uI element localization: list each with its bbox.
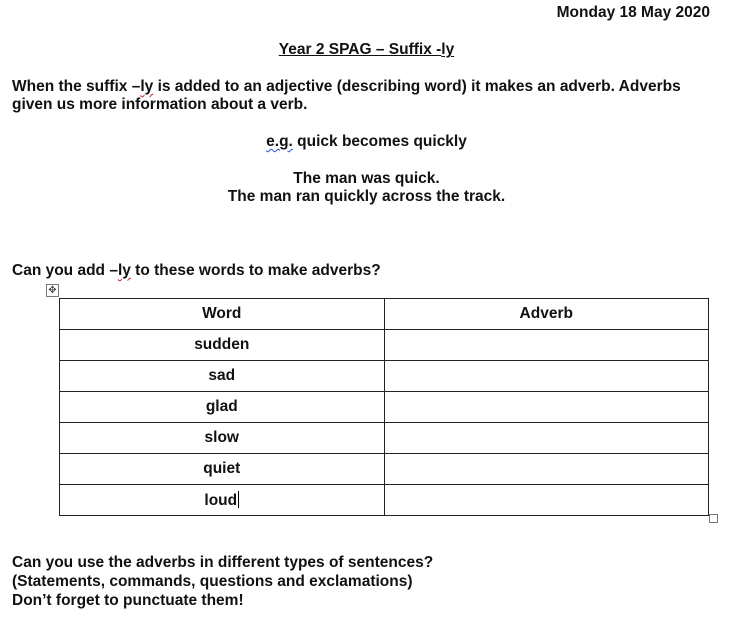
adverb-cell[interactable] <box>384 361 709 392</box>
intro-text-1: When the suffix – <box>12 78 141 95</box>
word-cell[interactable]: sudden <box>60 330 385 361</box>
adverb-cell[interactable] <box>384 423 709 454</box>
word-cell[interactable]: glad <box>60 392 385 423</box>
footer-line-1: Can you use the adverbs in different types of sentences? <box>12 554 434 571</box>
adverb-cell[interactable] <box>384 392 709 423</box>
table-row <box>60 454 709 485</box>
title-suffix: ly <box>441 41 455 58</box>
footer-line-3: Don’t forget to punctuate them! <box>12 592 244 609</box>
table-row <box>60 485 709 516</box>
table-row <box>60 330 709 361</box>
example-line <box>0 133 733 151</box>
example-sentence-2: The man ran quickly across the track. <box>227 188 506 205</box>
example-sentence-1: The man was quick. <box>293 170 440 187</box>
table-header-row <box>60 299 709 330</box>
word-cell-active[interactable] <box>60 485 385 516</box>
question-text-1: Can you add – <box>12 262 118 279</box>
example-text: quick becomes quickly <box>292 133 467 150</box>
adverb-cell[interactable] <box>384 485 709 516</box>
word-table <box>59 298 709 516</box>
question-suffix: ly <box>117 262 131 279</box>
word-cell[interactable]: slow <box>60 423 385 454</box>
text-cursor <box>238 491 239 508</box>
move-icon[interactable]: ✥ <box>46 284 59 297</box>
document-date: Monday 18 May 2020 <box>556 4 710 21</box>
header-adverb: Adverb <box>384 299 709 330</box>
adverb-cell[interactable] <box>384 454 709 485</box>
intro-suffix: ly <box>140 78 154 95</box>
title-prefix: Year 2 SPAG – Suffix - <box>278 41 442 58</box>
resize-icon[interactable] <box>709 514 718 523</box>
word-cell[interactable]: quiet <box>60 454 385 485</box>
table-row <box>60 392 709 423</box>
question-text <box>12 262 381 280</box>
example-eg: e.g. <box>266 133 293 150</box>
adverb-cell[interactable] <box>384 330 709 361</box>
word-cell[interactable]: sad <box>60 361 385 392</box>
footer-instructions <box>12 553 433 610</box>
word-cell-text: loud <box>204 491 238 509</box>
table-row <box>60 361 709 392</box>
document-title <box>0 41 733 59</box>
header-word: Word <box>60 299 385 330</box>
table-row <box>60 423 709 454</box>
footer-line-2: (Statements, commands, questions and exclamations) <box>12 573 413 590</box>
question-text-2: to these words to make adverbs? <box>130 262 381 279</box>
intro-text-2: is added to an adjective (describing word) it makes an adverb. Adverbs given us more information about a verb. <box>12 78 681 113</box>
intro-paragraph <box>12 78 722 114</box>
